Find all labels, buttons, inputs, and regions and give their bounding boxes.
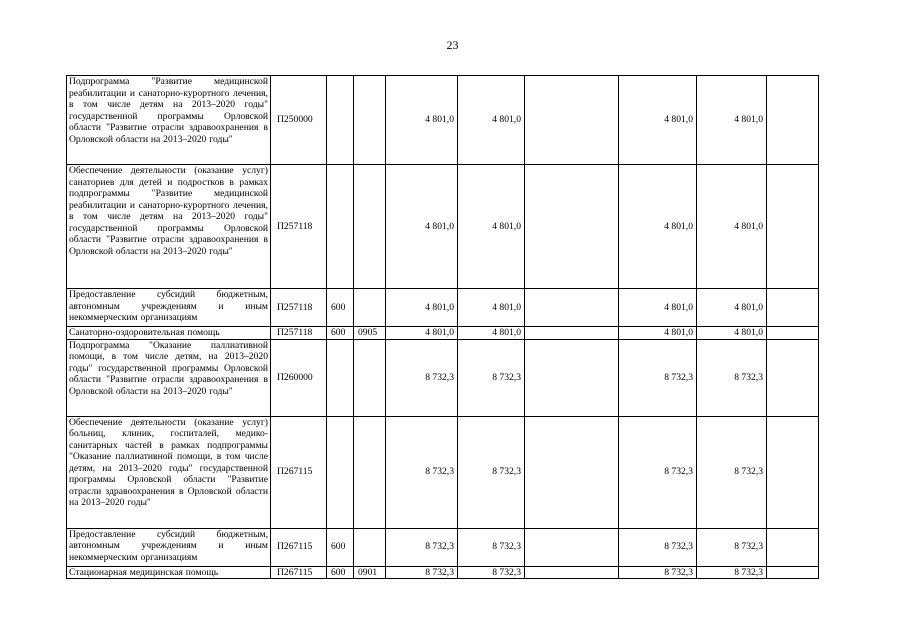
amount-2: 4 801,0 <box>458 76 525 165</box>
amount-3 <box>525 76 619 165</box>
target-article-code: П260000 <box>271 339 327 416</box>
amount-5: 8 732,3 <box>697 339 767 416</box>
expense-type-code: 600 <box>327 566 354 579</box>
amount-2: 8 732,3 <box>458 416 525 528</box>
row-description: Стационарная медицинская помощь <box>67 566 271 579</box>
expense-type-code: 600 <box>327 327 354 340</box>
amount-5: 4 801,0 <box>697 165 767 289</box>
amount-4: 4 801,0 <box>619 76 697 165</box>
amount-4: 4 801,0 <box>619 289 697 327</box>
amount-1: 4 801,0 <box>386 327 458 340</box>
amount-5: 4 801,0 <box>697 327 767 340</box>
amount-4: 8 732,3 <box>619 566 697 579</box>
target-article-code: П267115 <box>271 528 327 566</box>
row-description: Предоставление субсидий бюджетным, автономным учреждениям и иным некоммерческим организациям <box>67 289 271 327</box>
row-description: Предоставление субсидий бюджетным, автономным учреждениям и иным некоммерческим организациям <box>67 528 271 566</box>
expense-type-code <box>327 165 354 289</box>
target-article-code: П267115 <box>271 416 327 528</box>
table-row <box>67 289 819 327</box>
amount-3 <box>525 528 619 566</box>
amount-6 <box>767 416 819 528</box>
table-row <box>67 566 819 579</box>
amount-5: 4 801,0 <box>697 76 767 165</box>
amount-1: 4 801,0 <box>386 165 458 289</box>
amount-2: 8 732,3 <box>458 339 525 416</box>
amount-1: 8 732,3 <box>386 416 458 528</box>
expense-type-code <box>327 339 354 416</box>
expense-type-code: 600 <box>327 289 354 327</box>
amount-5: 8 732,3 <box>697 528 767 566</box>
amount-4: 4 801,0 <box>619 165 697 289</box>
amount-4: 8 732,3 <box>619 528 697 566</box>
table-row <box>67 327 819 340</box>
amount-5: 8 732,3 <box>697 416 767 528</box>
table-row <box>67 165 819 289</box>
row-description: Подпрограмма "Оказание паллиативной помощи, в том числе детям, на 2013–2020 годы" государственной программы Орловской области "Развитие отрасли здравоохранения в Орловской области на 2013–2020 годы" <box>67 339 271 416</box>
budget-table <box>66 75 819 579</box>
row-description: Обеспечение деятельности (оказание услуг) санаториев для детей и подростков в рамках подпрограммы "Развитие медицинской реабилитации и санаторно-курортного лечения, в том числе детям на 2013–2020 годы" государственной программы Орловской области "Развитие отрасли здравоохранения в Орловской области на 2013–2020 годы" <box>67 165 271 289</box>
amount-1: 8 732,3 <box>386 339 458 416</box>
target-article-code: П257118 <box>271 327 327 340</box>
amount-6 <box>767 339 819 416</box>
amount-2: 4 801,0 <box>458 327 525 340</box>
amount-3 <box>525 416 619 528</box>
target-article-code: П267115 <box>271 566 327 579</box>
amount-1: 8 732,3 <box>386 566 458 579</box>
target-article-code: П257118 <box>271 289 327 327</box>
row-description: Подпрограмма "Развитие медицинской реабилитации и санаторно-курортного лечения, в том числе детям на 2013–2020 годы" государственной программы Орловской области "Развитие отрасли здравоохранения в Орловской области на 2013–2020 годы" <box>67 76 271 165</box>
amount-5: 8 732,3 <box>697 566 767 579</box>
amount-1: 4 801,0 <box>386 289 458 327</box>
section-code <box>354 339 386 416</box>
amount-6 <box>767 566 819 579</box>
table-row <box>67 528 819 566</box>
section-code <box>354 165 386 289</box>
amount-3 <box>525 165 619 289</box>
expense-type-code: 600 <box>327 528 354 566</box>
amount-3 <box>525 327 619 340</box>
amount-3 <box>525 289 619 327</box>
section-code: 0901 <box>354 566 386 579</box>
expense-type-code <box>327 416 354 528</box>
amount-6 <box>767 327 819 340</box>
section-code <box>354 416 386 528</box>
amount-2: 8 732,3 <box>458 528 525 566</box>
amount-2: 8 732,3 <box>458 566 525 579</box>
target-article-code: П250000 <box>271 76 327 165</box>
section-code <box>354 76 386 165</box>
amount-2: 4 801,0 <box>458 289 525 327</box>
row-description: Обеспечение деятельности (оказание услуг) больниц, клиник, госпиталей, медико-санитарных частей в рамках подпрограммы "Оказание паллиативной помощи, в том числе детям, на 2013–2020 годы" государственной программы Орловской области "Развитие отрасли здравоохранения в Орловской области на 2013–2020 годы" <box>67 416 271 528</box>
target-article-code: П257118 <box>271 165 327 289</box>
amount-4: 8 732,3 <box>619 339 697 416</box>
section-code: 0905 <box>354 327 386 340</box>
amount-2: 4 801,0 <box>458 165 525 289</box>
amount-4: 8 732,3 <box>619 416 697 528</box>
amount-3 <box>525 339 619 416</box>
amount-6 <box>767 76 819 165</box>
row-description: Санаторно-оздоровительная помощь <box>67 327 271 340</box>
section-code <box>354 289 386 327</box>
table-row <box>67 76 819 165</box>
table-row <box>67 416 819 528</box>
amount-6 <box>767 165 819 289</box>
amount-1: 4 801,0 <box>386 76 458 165</box>
amount-4: 4 801,0 <box>619 327 697 340</box>
amount-6 <box>767 289 819 327</box>
amount-6 <box>767 528 819 566</box>
amount-1: 8 732,3 <box>386 528 458 566</box>
amount-3 <box>525 566 619 579</box>
table-row <box>67 339 819 416</box>
page-number: 23 <box>446 38 459 52</box>
section-code <box>354 528 386 566</box>
expense-type-code <box>327 76 354 165</box>
amount-5: 4 801,0 <box>697 289 767 327</box>
